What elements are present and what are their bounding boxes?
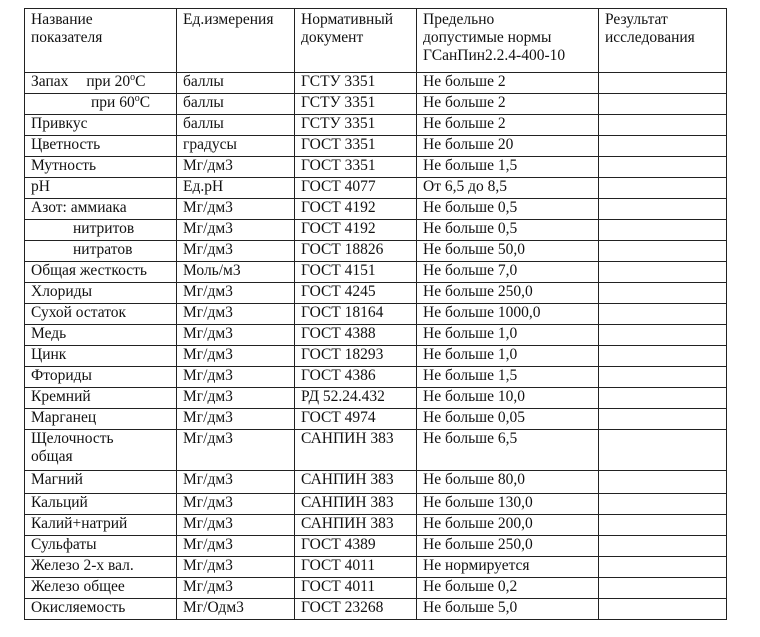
row-name: Окисляемость bbox=[25, 599, 177, 620]
row-result bbox=[599, 136, 727, 157]
row-doc: РД 52.24.432 bbox=[295, 388, 417, 409]
row-norm: От 6,5 до 8,5 bbox=[417, 178, 599, 199]
row-doc: ГОСТ 4389 bbox=[295, 536, 417, 557]
header-norm: Предельно допустимые нормы ГСанПин2.2.4-400-10 bbox=[417, 9, 599, 73]
row-unit: баллы bbox=[177, 115, 295, 136]
row-result bbox=[599, 241, 727, 262]
row-norm: Не больше 10,0 bbox=[417, 388, 599, 409]
row-norm: Не больше 80,0 bbox=[417, 471, 599, 494]
table-row bbox=[25, 241, 727, 262]
table-row bbox=[25, 157, 727, 178]
row-result bbox=[599, 178, 727, 199]
row-name: Цинк bbox=[25, 346, 177, 367]
row-unit: Мг/дм3 bbox=[177, 346, 295, 367]
table-row bbox=[25, 536, 727, 557]
row-unit: Мг/дм3 bbox=[177, 471, 295, 494]
row-unit: Мг/дм3 bbox=[177, 367, 295, 388]
row-result bbox=[599, 304, 727, 325]
row-norm: Не больше 1,5 bbox=[417, 367, 599, 388]
row-name: Железо общее bbox=[25, 578, 177, 599]
row-result bbox=[599, 471, 727, 494]
row-result bbox=[599, 409, 727, 430]
row-name: Магний bbox=[25, 471, 177, 494]
row-doc: ГОСТ 4386 bbox=[295, 367, 417, 388]
row-name: Сульфаты bbox=[25, 536, 177, 557]
row-result bbox=[599, 430, 727, 471]
row-doc: ГОСТ 3351 bbox=[295, 136, 417, 157]
row-norm: Не больше 7,0 bbox=[417, 262, 599, 283]
header-result: Результат исследования bbox=[599, 9, 727, 73]
row-doc: САНПИН 383 bbox=[295, 471, 417, 494]
row-doc: ГСТУ 3351 bbox=[295, 73, 417, 94]
row-doc: САНПИН 383 bbox=[295, 494, 417, 515]
row-unit: Моль/м3 bbox=[177, 262, 295, 283]
row-name: Калий+натрий bbox=[25, 515, 177, 536]
row-name: Цветность bbox=[25, 136, 177, 157]
header-name: Название показателя bbox=[25, 9, 177, 73]
table-row bbox=[25, 557, 727, 578]
row-result bbox=[599, 115, 727, 136]
row-result bbox=[599, 73, 727, 94]
row-result bbox=[599, 388, 727, 409]
row-doc: ГОСТ 4077 bbox=[295, 178, 417, 199]
row-name: нитритов bbox=[25, 220, 177, 241]
row-result bbox=[599, 557, 727, 578]
row-norm: Не больше 200,0 bbox=[417, 515, 599, 536]
row-unit: Мг/дм3 bbox=[177, 409, 295, 430]
row-result bbox=[599, 599, 727, 620]
row-norm: Не больше 6,5 bbox=[417, 430, 599, 471]
row-result bbox=[599, 367, 727, 388]
table-row bbox=[25, 599, 727, 620]
table-row bbox=[25, 283, 727, 304]
row-unit: Ед.pH bbox=[177, 178, 295, 199]
row-name: Запах при $20^оС$ bbox=[25, 73, 177, 94]
table-row bbox=[25, 262, 727, 283]
row-doc: ГОСТ 18164 bbox=[295, 304, 417, 325]
row-result bbox=[599, 94, 727, 115]
row-unit: баллы bbox=[177, 94, 295, 115]
row-doc: САНПИН 383 bbox=[295, 430, 417, 471]
row-name: Общая жесткость bbox=[25, 262, 177, 283]
row-doc: ГОСТ 4151 bbox=[295, 262, 417, 283]
water-quality-table bbox=[24, 8, 727, 620]
row-name: pH bbox=[25, 178, 177, 199]
table-row bbox=[25, 94, 727, 115]
row-norm: Не больше 50,0 bbox=[417, 241, 599, 262]
table-header bbox=[25, 9, 727, 73]
row-name: нитратов bbox=[25, 241, 177, 262]
row-doc: ГОСТ 4192 bbox=[295, 220, 417, 241]
row-unit: баллы bbox=[177, 73, 295, 94]
row-name: Кальций bbox=[25, 494, 177, 515]
row-doc: САНПИН 383 bbox=[295, 515, 417, 536]
row-doc: ГОСТ 23268 bbox=[295, 599, 417, 620]
table-row bbox=[25, 73, 727, 94]
row-result bbox=[599, 157, 727, 178]
row-unit: Мг/дм3 bbox=[177, 430, 295, 471]
row-unit: Мг/дм3 bbox=[177, 304, 295, 325]
row-norm: Не больше 2 bbox=[417, 94, 599, 115]
row-doc: ГОСТ 4245 bbox=[295, 283, 417, 304]
table-row bbox=[25, 494, 727, 515]
row-name: Фториды bbox=[25, 367, 177, 388]
row-norm: Не больше 20 bbox=[417, 136, 599, 157]
row-norm: Не больше 2 bbox=[417, 115, 599, 136]
table-row bbox=[25, 346, 727, 367]
row-unit: Мг/дм3 bbox=[177, 283, 295, 304]
row-unit: градусы bbox=[177, 136, 295, 157]
row-unit: Мг/дм3 bbox=[177, 578, 295, 599]
row-result bbox=[599, 346, 727, 367]
table-row bbox=[25, 178, 727, 199]
row-unit: Мг/дм3 bbox=[177, 536, 295, 557]
row-norm: Не больше 130,0 bbox=[417, 494, 599, 515]
row-result bbox=[599, 220, 727, 241]
row-result bbox=[599, 578, 727, 599]
row-norm: Не больше 250,0 bbox=[417, 283, 599, 304]
row-name: Сухой остаток bbox=[25, 304, 177, 325]
row-unit: Мг/дм3 bbox=[177, 515, 295, 536]
row-norm: Не больше 1,0 bbox=[417, 325, 599, 346]
row-doc: ГСТУ 3351 bbox=[295, 94, 417, 115]
table-row bbox=[25, 304, 727, 325]
row-name: при $60^оС$ bbox=[25, 94, 177, 115]
row-norm: Не больше 0,2 bbox=[417, 578, 599, 599]
row-name: Щелочность общая bbox=[25, 430, 177, 471]
table-row bbox=[25, 325, 727, 346]
row-norm: Не больше 0,5 bbox=[417, 199, 599, 220]
row-doc: ГОСТ 4011 bbox=[295, 578, 417, 599]
row-norm: Не нормируется bbox=[417, 557, 599, 578]
row-unit: Мг/дм3 bbox=[177, 157, 295, 178]
row-unit: Мг/Одм3 bbox=[177, 599, 295, 620]
table-row bbox=[25, 199, 727, 220]
row-unit: Мг/дм3 bbox=[177, 199, 295, 220]
row-name: Мутность bbox=[25, 157, 177, 178]
row-result bbox=[599, 283, 727, 304]
row-doc: ГОСТ 4011 bbox=[295, 557, 417, 578]
row-unit: Мг/дм3 bbox=[177, 241, 295, 262]
table-row bbox=[25, 136, 727, 157]
row-result bbox=[599, 536, 727, 557]
row-norm: Не больше 250,0 bbox=[417, 536, 599, 557]
row-doc: ГСТУ 3351 bbox=[295, 115, 417, 136]
row-norm: Не больше 1,0 bbox=[417, 346, 599, 367]
row-unit: Мг/дм3 bbox=[177, 388, 295, 409]
row-unit: Мг/дм3 bbox=[177, 220, 295, 241]
row-doc: ГОСТ 4974 bbox=[295, 409, 417, 430]
row-doc: ГОСТ 4388 bbox=[295, 325, 417, 346]
table-row bbox=[25, 578, 727, 599]
table-row bbox=[25, 388, 727, 409]
row-norm: Не больше 0,05 bbox=[417, 409, 599, 430]
header-doc: Нормативный документ bbox=[295, 9, 417, 73]
row-norm: Не больше 2 bbox=[417, 73, 599, 94]
row-unit: Мг/дм3 bbox=[177, 494, 295, 515]
row-doc: ГОСТ 18826 bbox=[295, 241, 417, 262]
row-norm: Не больше 1,5 bbox=[417, 157, 599, 178]
row-doc: ГОСТ 4192 bbox=[295, 199, 417, 220]
row-unit: Мг/дм3 bbox=[177, 325, 295, 346]
row-result bbox=[599, 262, 727, 283]
row-name: Азот: аммиака bbox=[25, 199, 177, 220]
header-unit: Ед.измерения bbox=[177, 9, 295, 73]
row-name: Кремний bbox=[25, 388, 177, 409]
row-norm: Не больше 0,5 bbox=[417, 220, 599, 241]
table-row bbox=[25, 430, 727, 471]
table-row bbox=[25, 409, 727, 430]
table-row bbox=[25, 515, 727, 536]
row-norm: Не больше 5,0 bbox=[417, 599, 599, 620]
row-norm: Не больше 1000,0 bbox=[417, 304, 599, 325]
table-row bbox=[25, 115, 727, 136]
row-doc: ГОСТ 3351 bbox=[295, 157, 417, 178]
row-result bbox=[599, 199, 727, 220]
table-row bbox=[25, 471, 727, 494]
row-name: Хлориды bbox=[25, 283, 177, 304]
row-name: Железо 2-х вал. bbox=[25, 557, 177, 578]
row-unit: Мг/дм3 bbox=[177, 557, 295, 578]
row-result bbox=[599, 494, 727, 515]
row-doc: ГОСТ 18293 bbox=[295, 346, 417, 367]
row-name: Привкус bbox=[25, 115, 177, 136]
row-result bbox=[599, 515, 727, 536]
row-name: Марганец bbox=[25, 409, 177, 430]
table-row bbox=[25, 220, 727, 241]
row-name: Медь bbox=[25, 325, 177, 346]
table-row bbox=[25, 367, 727, 388]
row-result bbox=[599, 325, 727, 346]
